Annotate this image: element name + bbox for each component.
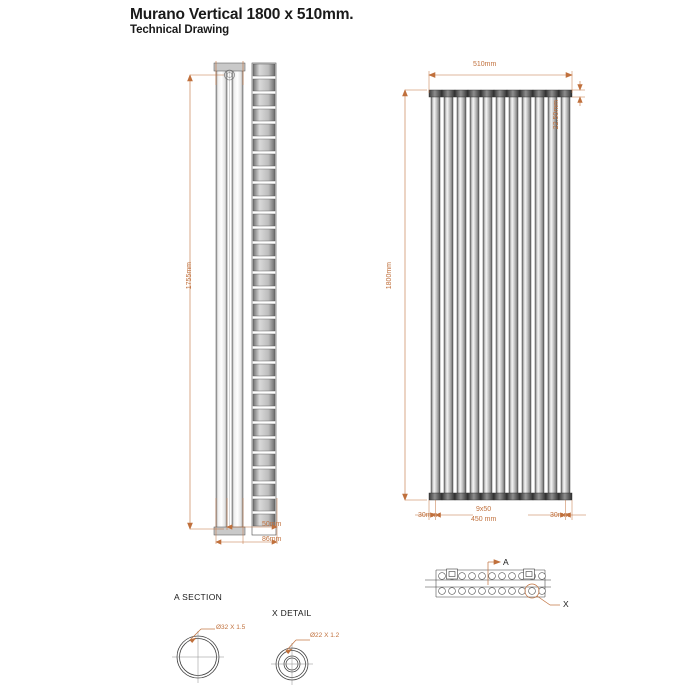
front-height-dimension <box>403 90 427 500</box>
front-edge-left-label: 30mm <box>418 512 438 519</box>
front-header-depth-dimension <box>572 81 585 106</box>
side-height-label: 1755mm <box>186 262 193 290</box>
section-a-marker-label: A <box>503 557 509 567</box>
detail-x-callout-label: Ø22 X 1.2 <box>310 632 340 639</box>
top-view-circles-lower <box>439 588 546 595</box>
page-subtitle: Technical Drawing <box>130 24 230 36</box>
section-a-marker <box>488 560 500 585</box>
side-depth-inner-label: 50mm <box>262 521 282 528</box>
section-a-centre-cross <box>172 631 224 683</box>
front-edge-right-label: 30mm <box>550 512 570 519</box>
detail-x-title: X DETAIL <box>272 608 312 618</box>
side-depth-outer-label: 86mm <box>262 536 282 543</box>
section-a-callout-label: Ø32 X 1.5 <box>216 624 246 631</box>
section-a-drawing <box>160 612 270 692</box>
detail-x-leader <box>286 640 310 653</box>
front-width-label: 510mm <box>473 61 497 68</box>
side-section-hatch <box>252 63 276 535</box>
detail-x-centre-cross <box>271 643 313 685</box>
detail-x-marker-label: X <box>563 599 569 609</box>
front-spacing-total-label: 450 mm <box>471 516 497 523</box>
front-header-depth-label: 22.50mm <box>553 100 560 130</box>
side-view-drawing <box>180 55 340 555</box>
front-width-dimension <box>429 71 572 93</box>
page-title: Murano Vertical 1800 x 510mm. <box>130 6 354 23</box>
front-height-label: 1800mm <box>386 262 393 290</box>
front-spacing-label: 9x50 <box>476 506 492 513</box>
front-tube-array <box>429 90 572 500</box>
section-a-title: A SECTION <box>174 592 223 602</box>
side-profile-body <box>214 63 245 535</box>
